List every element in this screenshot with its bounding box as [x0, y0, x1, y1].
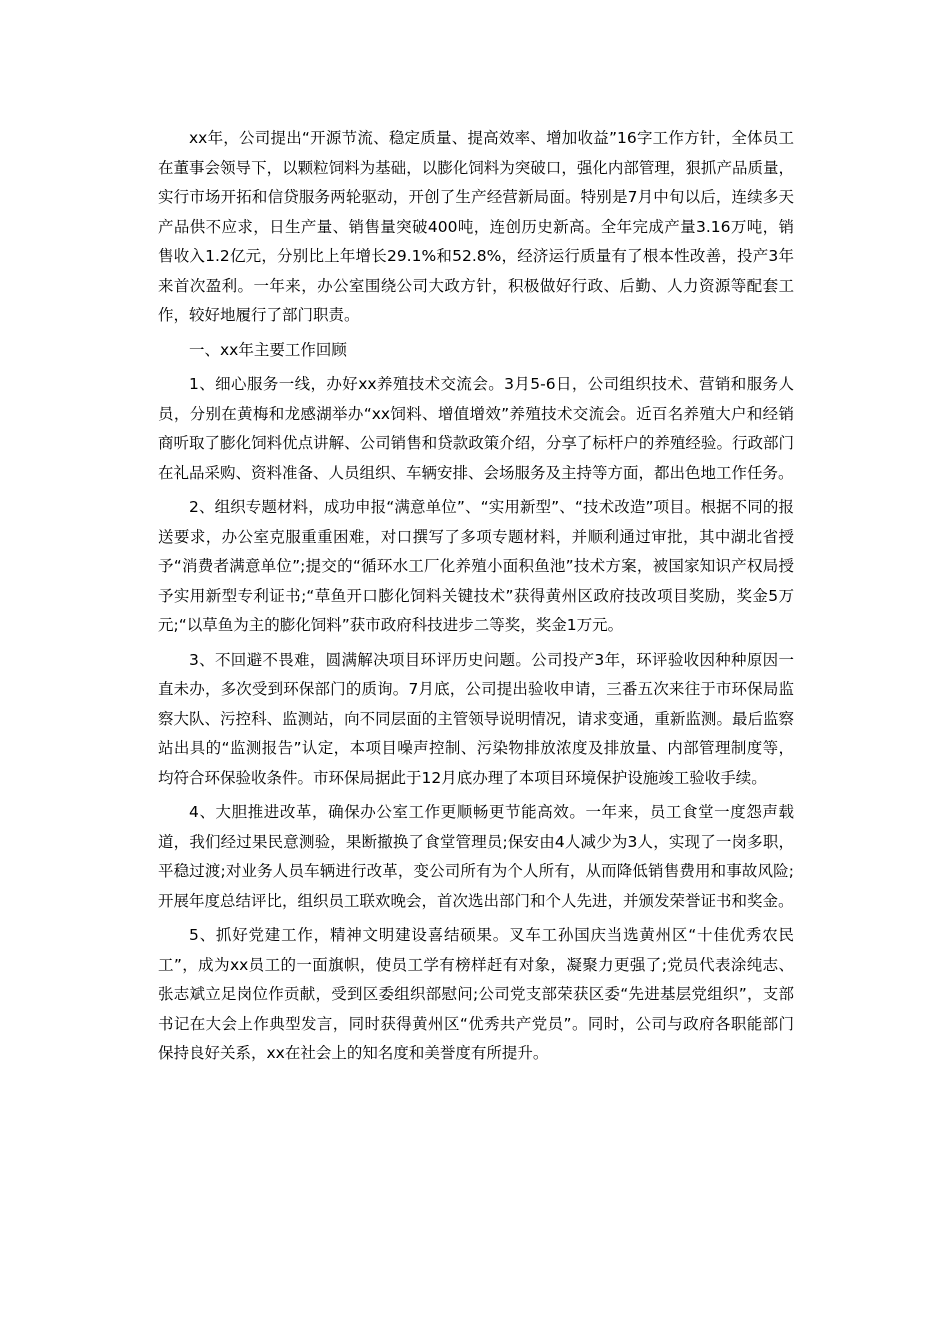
- work-item-3: 3、不回避不畏难，圆满解决项目环评历史问题。公司投产3年，环评验收因种种原因一直未办，多次受到环保部门的质询。7月底，公司提出验收申请，三番五次来往于市环保局监察大队、污控科、监测站，向不同层面的主管领导说明情况，请求变通，重新监测。最后监察站出具的“监测报告”认定，本项目噪声控制、污染物排放浓度及排放量、内部管理制度等，均符合环保验收条件。市环保局据此于12月底办理了本项目环境保护设施竣工验收手续。: [158, 650, 794, 787]
- section-heading: 一、xx年主要工作回顾: [189, 340, 347, 359]
- work-item-1: 1、细心服务一线，办好xx养殖技术交流会。3月5-6日，公司组织技术、营销和服务人员，分别在黄梅和龙感湖举办“xx饲料、增值增效”养殖技术交流会。近百名养殖大户和经销商听取了膨化饲料优点讲解、公司销售和贷款政策介绍，分享了标杆户的养殖经验。行政部门在礼品采购、资料准备、人员组织、车辆安排、会场服务及主持等方面，都出色地工作任务。: [158, 375, 794, 482]
- intro-paragraph: xx年，公司提出“开源节流、稳定质量、提高效率、增加收益”16字工作方针，全体员工在董事会领导下，以颗粒饲料为基础，以膨化饲料为突破口，强化内部管理，狠抓产品质量，实行市场开拓和信贷服务两轮驱动，开创了生产经营新局面。特别是7月中旬以后，连续多天产品供不应求，日生产量、销售量突破400吨，连创历史新高。全年完成产量3.16万吨，销售收入1.2亿元，分别比上年增长29.1%和52.8%，经济运行质量有了根本性改善，投产3年来首次盈利。一年来，办公室围绕公司大政方针，积极做好行政、后勤、人力资源等配套工作，较好地履行了部门职责。: [158, 129, 794, 324]
- work-item-2: 2、组织专题材料，成功申报“满意单位”、“实用新型”、“技术改造”项目。根据不同的报送要求，办公室克服重重困难，对口撰写了多项专题材料，并顺利通过审批，其中湖北省授予“消费者满意单位”;提交的“循环水工厂化养殖小面积鱼池”技术方案，被国家知识产权局授予实用新型专利证书;“草鱼开口膨化饲料关键技术”获得黄州区政府技改项目奖励，奖金5万元;“以草鱼为主的膨化饲料”获市政府科技进步二等奖，奖金1万元。: [158, 498, 794, 634]
- work-item-5: 5、抓好党建工作，精神文明建设喜结硕果。叉车工孙国庆当选黄州区“十佳优秀农民工”，成为xx员工的一面旗帜，使员工学有榜样赶有对象，凝聚力更强了;党员代表涂纯志、张志斌立足岗位作贡献，受到区委组织部慰问;公司党支部荣获区委“先进基层党组织”，支部书记在大会上作典型发言，同时获得黄州区“优秀共产党员”。同时，公司与政府各职能部门保持良好关系，xx在社会上的知名度和美誉度有所提升。: [158, 926, 794, 1062]
- document-body: [158, 124, 794, 1074]
- work-item-4: 4、大胆推进改革，确保办公室工作更顺畅更节能高效。一年来，员工食堂一度怨声载道，我们经过果民意测验，果断撤换了食堂管理员;保安由4人减少为3人，实现了一岗多职，平稳过渡;对业务人员车辆进行改革，变公司所有为个人所有，从而降低销售费用和事故风险;开展年度总结评比，组织员工联欢晚会，首次选出部门和个人先进，并颁发荣誉证书和奖金。: [158, 803, 794, 910]
